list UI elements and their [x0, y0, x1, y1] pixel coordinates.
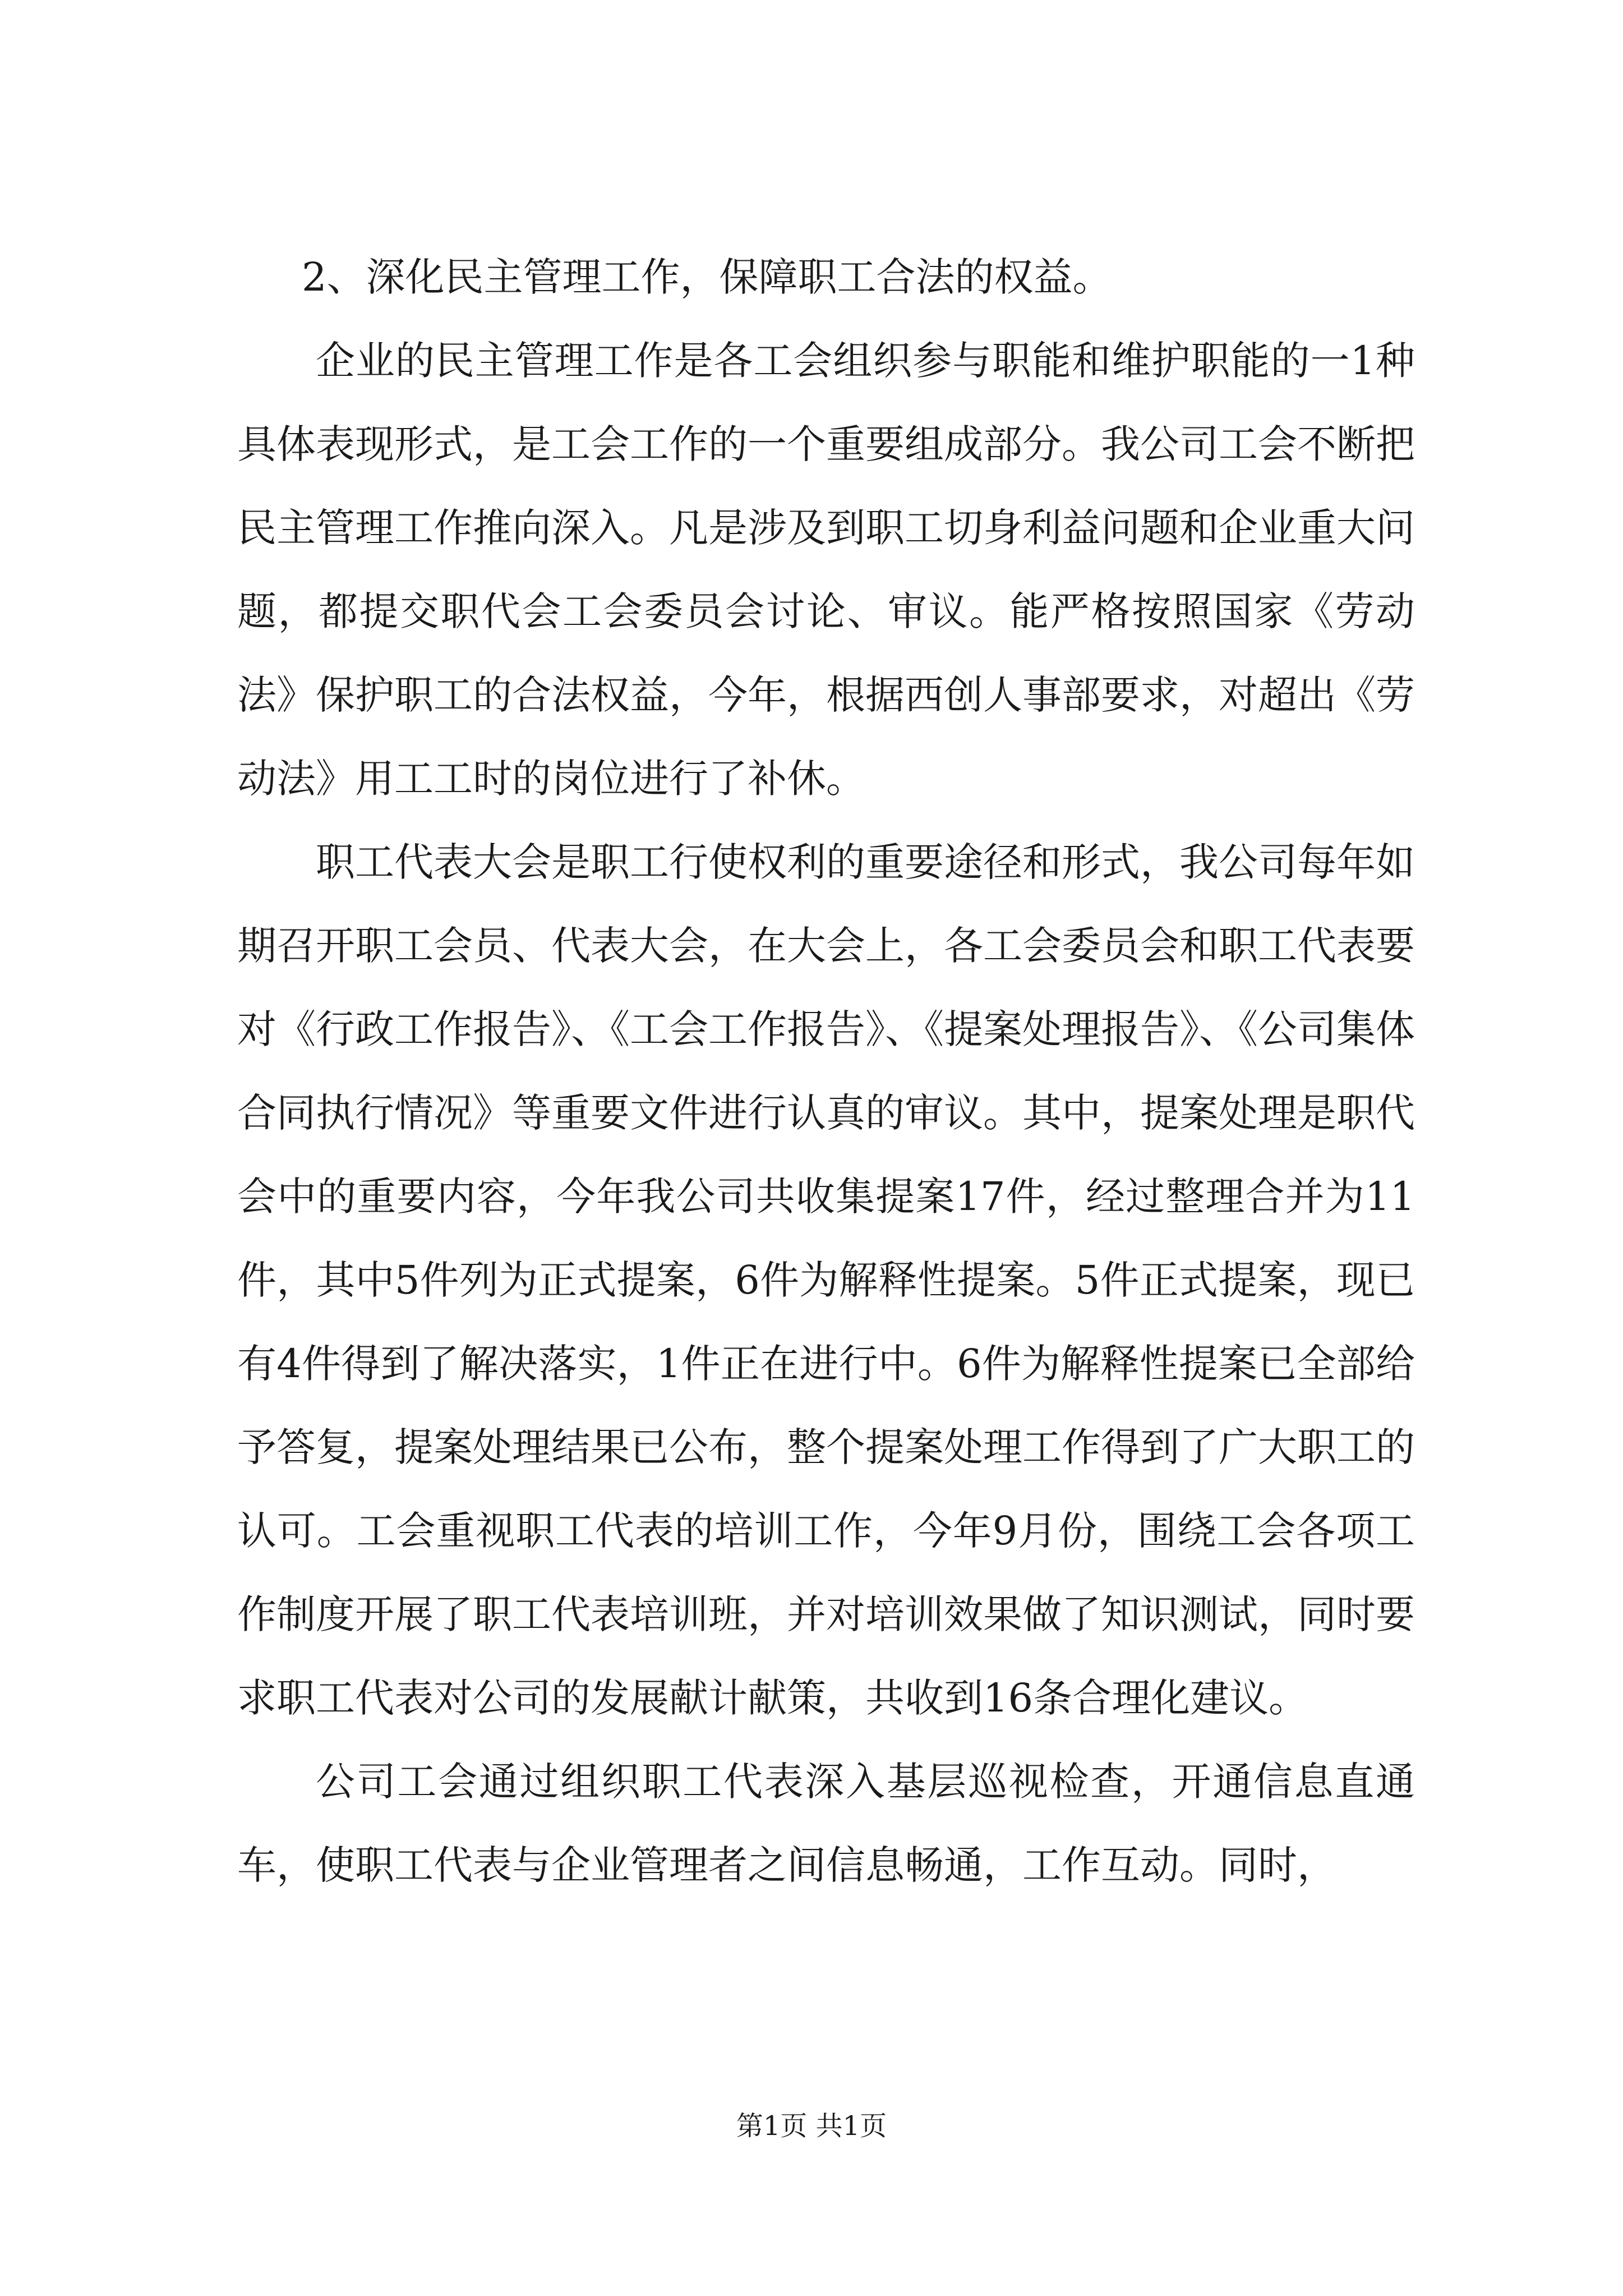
paragraph-workers-congress: 职工代表大会是职工行使权利的重要途径和形式，我公司每年如期召开职工会员、代表大会，在大会上，各工会委员会和职工代表要对《行政工作报告》、《工会工作报告》、《提案处理报告》、《公司集体合同执行情况》等重要文件进行认真的审议。其中，提案处理是职代会中的重要内容，今年我公司共收集提案17件，经过整理合并为11件，其中5件列为正式提案，6件为解释性提案。5件正式提案，现已有4件得到了解决落实，1件正在进行中。6件为解释性提案已全部给予答复，提案处理结果已公布，整个提案处理工作得到了广大职工的认可。工会重视职工代表的培训工作，今年9月份，围绕工会各项工作制度开展了职工代表培训班，并对培训效果做了知识测试，同时要求职工代表对公司的发展献计献策，共收到16条合理化建议。: [237, 839, 1415, 1721]
page-footer: 第1页 共1页: [736, 2110, 887, 2142]
paragraph-union-inspection: 公司工会通过组织职工代表深入基层巡视检查，开通信息直通车，使职工代表与企业管理者之间信息畅通，工作互动。同时，: [237, 1759, 1415, 1888]
document-body: [237, 236, 1415, 1907]
section-heading: 2、深化民主管理工作，保障职工合法的权益。: [302, 254, 1112, 300]
paragraph-democratic-management: 企业的民主管理工作是各工会组织参与职能和维护职能的一1种具体表现形式，是工会工作的一个重要组成部分。我公司工会不断把民主管理工作推向深入。凡是涉及到职工切身利益问题和企业重大问题，都提交职代会工会委员会讨论、审议。能严格按照国家《劳动法》保护职工的合法权益，今年，根据西创人事部要求，对超出《劳动法》用工工时的岗位进行了补休。: [237, 338, 1415, 802]
